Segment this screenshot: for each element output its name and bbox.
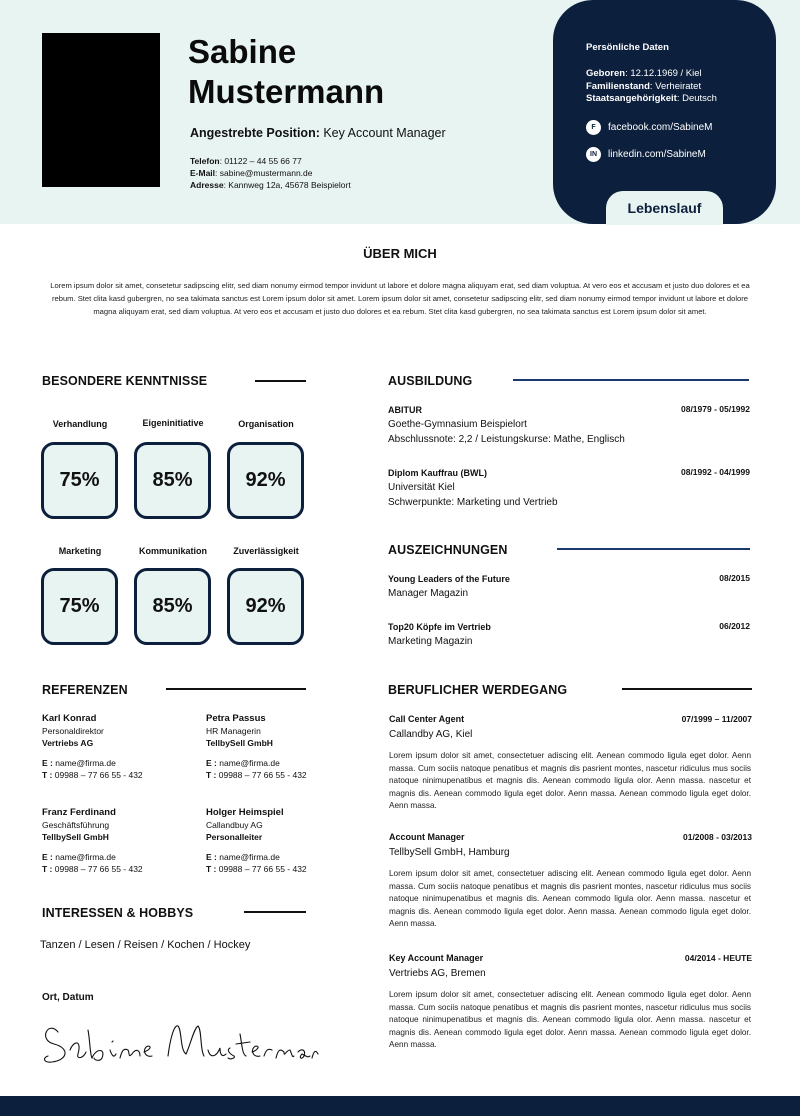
reference-phone-label: T : xyxy=(42,770,53,780)
facebook-icon: F xyxy=(586,120,601,135)
reference-email xyxy=(206,757,307,769)
education-divider xyxy=(513,379,749,381)
education-entry-title: Diplom Kauffrau (BWL) xyxy=(388,468,487,478)
reference-name: Karl Konrad xyxy=(42,713,97,724)
nationality-label: Staatsangehörigkeit xyxy=(586,93,677,104)
reference-email-label: E : xyxy=(42,758,53,768)
reference-card xyxy=(42,713,143,781)
career-entry-description: Lorem ipsum dolor sit amet, consectetuer adiscing elit. Aenean commodo ligula eget dolor. Aenn massa. Cum sociis natoque penatibus et magnis dis pasrient montes, nascetur ridiculus mus sociis natoque ninimupenatibus et magnis dis. Aenean commodo ligula olor. Aenn massa. nascetur et magnis dis. Aenean commodo ligula eget dolor. Aenn massa. Aenean commodo ligula eget dolor. Aenn massa. xyxy=(389,751,751,810)
about-text: Lorem ipsum dolor sit amet, consetetur sadipscing elitr, sed diam nonumy eirmod tempor invidunt ut labore et dolore magna aliquyam erat, sed diam voluptua. At vero eos et accusam et justo duo dolores et ea rebum. Stet clita kasd gubergren, no sea takimata sanctus est Lorem ipsum dolor sit amet. Lorem ipsum dolor sit amet, consetetur sadipscing elitr, sed diam nonumy eirmod tempor invidunt ut labore et dolore magna aliquyam erat, sed diam voluptua. At vero eos et accusam et justo duo dolores et ea rebum. Stet clita kasd gubergren, no sea takimata sanctus est Lorem ipsum dolor sit amet. xyxy=(50,281,750,316)
awards-title: AUSZEICHNUNGEN xyxy=(388,543,508,557)
references-title: REFERENZEN xyxy=(42,683,128,697)
skill-value-marketing: 75% xyxy=(41,568,118,645)
hobbies-divider xyxy=(244,911,306,913)
last-name: Mustermann xyxy=(188,73,385,110)
skill-label-negotiation: Verhandlung xyxy=(52,419,108,429)
education-entry-date: 08/1979 - 05/1992 xyxy=(680,404,750,414)
award-entry-date: 08/2015 xyxy=(719,573,750,583)
contact-phone-value: : 01122 – 44 55 66 77 xyxy=(219,156,302,166)
skill-label-marketing: Marketing xyxy=(58,546,102,556)
nationality xyxy=(586,93,717,106)
reference-email-value: name@firma.de xyxy=(52,758,116,768)
career-entry-title: Call Center Agent xyxy=(389,714,465,724)
marital-status xyxy=(586,81,717,94)
reference-company: Personalleiter xyxy=(206,832,263,842)
contact-address xyxy=(190,179,351,191)
career-entry-company: TellbySell GmbH, Hamburg xyxy=(389,847,510,858)
reference-phone-label: T : xyxy=(42,864,53,874)
reference-name: Holger Heimspiel xyxy=(206,807,284,818)
contact-email-label: E-Mail xyxy=(190,168,216,178)
reference-email xyxy=(42,851,143,863)
reference-name: Petra Passus xyxy=(206,713,266,724)
awards-divider xyxy=(557,548,750,550)
profile-photo xyxy=(42,33,160,187)
skill-value-reliability: 92% xyxy=(227,568,304,645)
contact-address-value: : Kannweg 12a, 45678 Beispielort xyxy=(223,180,351,190)
hobbies-text: Tanzen / Lesen / Reisen / Kochen / Hockey xyxy=(40,939,251,951)
award-entry-title: Top20 Köpfe im Vertrieb xyxy=(388,622,491,632)
reference-card xyxy=(206,807,307,875)
contact-phone-label: Telefon xyxy=(190,156,220,166)
reference-role: HR Managerin xyxy=(206,726,261,736)
birth-info xyxy=(586,68,717,81)
first-name: Sabine xyxy=(188,33,297,70)
award-entry-date: 06/2012 xyxy=(719,621,750,631)
career-entry-company: Callandby AG, Kiel xyxy=(389,729,473,740)
skill-value-communication: 85% xyxy=(134,568,211,645)
skill-label-initiative: Eigeninitiative xyxy=(142,418,204,428)
education-entry-school: Universität Kiel xyxy=(388,482,455,493)
contact-email xyxy=(190,167,351,179)
reference-company: TellbySell GmbH xyxy=(206,738,273,748)
reference-phone-value: 09988 – 77 66 55 - 432 xyxy=(216,770,307,780)
about-title: ÜBER MICH xyxy=(363,246,437,261)
reference-company: TellbySell GmbH xyxy=(42,832,109,842)
reference-phone-label: T : xyxy=(206,864,217,874)
skill-value-negotiation: 75% xyxy=(41,442,118,519)
reference-phone-value: 09988 – 77 66 55 - 432 xyxy=(52,770,143,780)
position-label: Angestrebte Position: xyxy=(190,126,320,140)
reference-phone xyxy=(42,863,143,875)
career-divider xyxy=(622,688,752,690)
reference-email-value: name@firma.de xyxy=(216,758,280,768)
contact-address-label: Adresse xyxy=(190,180,224,190)
birth-value: : 12.12.1969 / Kiel xyxy=(625,68,702,79)
nationality-value: : Deutsch xyxy=(676,93,717,104)
skill-label-communication: Kommunikation xyxy=(138,546,207,556)
education-entry-school: Goethe-Gymnasium Beispielort xyxy=(388,419,527,430)
reference-email-label: E : xyxy=(206,852,217,862)
full-name xyxy=(188,32,384,112)
skill-label-reliability: Zuverlässigkeit xyxy=(233,546,299,556)
personal-data-card xyxy=(553,0,776,224)
career-title: BERUFLICHER WERDEGANG xyxy=(388,683,568,697)
target-position xyxy=(190,126,446,140)
reference-phone xyxy=(206,769,307,781)
signature-image xyxy=(40,1010,320,1070)
skill-label-organisation: Organisation xyxy=(238,419,294,429)
education-entry-detail: Abschlussnote: 2,2 / Leistungskurse: Mathe, Englisch xyxy=(388,434,625,445)
linkedin-icon: IN xyxy=(586,147,601,162)
reference-company: Vertriebs AG xyxy=(42,738,94,748)
reference-card xyxy=(42,807,143,875)
contact-email-value: : sabine@mustermann.de xyxy=(215,168,313,178)
marital-label: Familienstand xyxy=(586,80,650,92)
reference-role: Geschäftsführung xyxy=(42,820,110,830)
reference-card xyxy=(206,713,307,781)
reference-name: Franz Ferdinand xyxy=(42,807,116,818)
career-entry-date: 04/2014 - HEUTE xyxy=(684,953,752,963)
education-title: AUSBILDUNG xyxy=(388,374,473,388)
position-value: Key Account Manager xyxy=(319,126,446,140)
marital-value: : Verheiratet xyxy=(649,80,702,92)
cv-label-pill: Lebenslauf xyxy=(606,191,723,225)
career-entry-title: Account Manager xyxy=(389,832,465,842)
award-entry-issuer: Manager Magazin xyxy=(388,588,469,599)
reference-role: Callandbuy AG xyxy=(206,820,263,830)
personal-data-lines xyxy=(586,68,717,106)
reference-email-value: name@firma.de xyxy=(52,852,116,862)
facebook-link[interactable] xyxy=(586,120,713,135)
reference-phone-value: 09988 – 77 66 55 - 432 xyxy=(216,864,307,874)
career-entry-description: Lorem ipsum dolor sit amet, consectetuer adiscing elit. Aenean commodo ligula eget dolor. Aenn massa. Cum sociis natoque penatibus et magnis dis pasrient montes, nascetur ridiculus mus sociis natoque ninimupenatibus et magnis dis. Aenean commodo ligula olor. Aenn massa. nascetur et magnis dis. Aenean commodo ligula eget dolor. Aenn massa. Aenean commodo ligula eget dolor. Aenn massa. xyxy=(389,869,751,928)
career-entry-description: Lorem ipsum dolor sit amet, consectetuer adiscing elit. Aenean commodo ligula eget dolor. Aenn massa. Cum sociis natoque penatibus et magnis dis pasrient montes, nascetur ridiculus mus sociis natoque ninimupenatibus et magnis dis. Aenean commodo ligula olor. Aenn massa. nascetur et magnis dis. Aenean commodo ligula eget dolor. Aenn massa. Aenean commodo ligula eget dolor. Aenn massa. xyxy=(389,990,751,1049)
skills-title: BESONDERE KENNTNISSE xyxy=(42,374,208,388)
reference-phone-value: 09988 – 77 66 55 - 432 xyxy=(52,864,143,874)
reference-phone xyxy=(42,769,143,781)
skill-value-organisation: 92% xyxy=(227,442,304,519)
linkedin-link[interactable] xyxy=(586,147,706,162)
reference-email-label: E : xyxy=(206,758,217,768)
facebook-text: facebook.com/SabineM xyxy=(608,122,713,133)
footer-band xyxy=(0,1096,800,1116)
award-entry-title: Young Leaders of the Future xyxy=(388,574,510,584)
reference-phone-label: T : xyxy=(206,770,217,780)
career-entry-date: 01/2008 - 03/2013 xyxy=(682,832,752,842)
reference-phone xyxy=(206,863,307,875)
place-date-label: Ort, Datum xyxy=(42,992,94,1003)
reference-role: Personaldirektor xyxy=(42,726,104,736)
contact-phone xyxy=(190,155,351,167)
reference-email xyxy=(42,757,143,769)
linkedin-text: linkedin.com/SabineM xyxy=(608,149,706,160)
reference-email xyxy=(206,851,307,863)
references-divider xyxy=(166,688,306,690)
hobbies-title: INTERESSEN & HOBBYS xyxy=(42,906,194,920)
education-entry-title: ABITUR xyxy=(388,405,422,415)
personal-data-title: Persönliche Daten xyxy=(586,42,669,53)
reference-email-label: E : xyxy=(42,852,53,862)
education-entry-date: 08/1992 - 04/1999 xyxy=(680,467,750,477)
career-entry-title: Key Account Manager xyxy=(389,953,484,963)
skill-value-initiative: 85% xyxy=(134,442,211,519)
skills-divider xyxy=(255,380,306,382)
birth-label: Geboren xyxy=(586,68,626,79)
contact-block xyxy=(190,155,351,191)
career-entry-date: 07/1999 – 11/2007 xyxy=(681,714,752,724)
education-entry-detail: Schwerpunkte: Marketing und Vertrieb xyxy=(388,497,558,508)
career-entry-company: Vertriebs AG, Bremen xyxy=(389,968,486,979)
award-entry-issuer: Marketing Magazin xyxy=(388,636,473,647)
reference-email-value: name@firma.de xyxy=(216,852,280,862)
